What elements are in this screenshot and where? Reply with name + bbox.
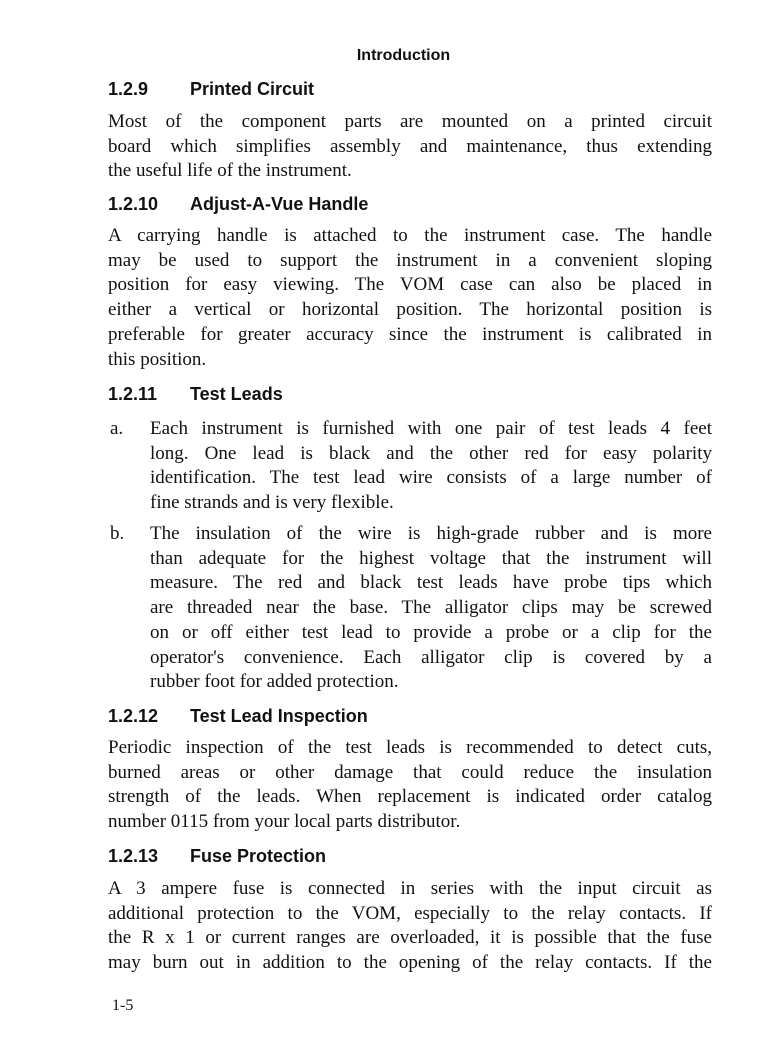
text-line: Most of the component parts are mounted on a printed circuit: [108, 111, 712, 132]
text-line: are threaded near the base. The alligator clips may be screwed: [150, 597, 712, 619]
section-heading: [108, 194, 368, 215]
text-line: than adequate for the highest voltage that the instrument will: [150, 547, 712, 569]
text-line: identification. The test lead wire consists of a large number of: [150, 467, 712, 489]
text-line: the R x 1 or current ranges are overloaded, it is possible that the fuse: [108, 927, 712, 949]
text-line: board which simplifies assembly and maintenance, thus extending: [108, 135, 712, 157]
list-marker: a.: [110, 418, 124, 439]
text-line: preferable for greater accuracy since the instrument is calibrated in: [108, 323, 712, 345]
section-number: 1.2.10: [108, 194, 159, 214]
section-number: 1.2.12: [108, 706, 159, 726]
text-line: may burn out in addition to the opening of the relay contacts. If the: [108, 952, 712, 974]
text-line: long. One lead is black and the other red for easy polarity: [150, 442, 712, 464]
text-line: A carrying handle is attached to the instrument case. The handle: [108, 225, 712, 246]
page-number: 1-5: [112, 997, 134, 1014]
text-line: position for easy viewing. The VOM case can also be placed in: [108, 274, 712, 296]
running-header: Introduction: [356, 47, 451, 64]
text-line: measure. The red and black test leads have probe tips which: [150, 572, 712, 594]
text-line: either a vertical or horizontal position. The horizontal position is: [108, 299, 712, 321]
text-line: A 3 ampere fuse is connected in series with the input circuit as: [108, 878, 712, 899]
text-line: fine strands and is very flexible.: [150, 492, 394, 514]
text-line: additional protection to the VOM, especially to the relay contacts. If: [108, 902, 712, 924]
section-title: Test Lead Inspection: [190, 706, 368, 726]
text-line: burned areas or other damage that could reduce the insulation: [108, 761, 712, 783]
text-line: strength of the leads. When replacement is indicated order catalog: [108, 786, 712, 808]
section-title: Test Leads: [190, 384, 283, 404]
text-line: Each instrument is furnished with one pair of test leads 4 feet: [150, 418, 712, 439]
text-line: may be used to support the instrument in a convenient sloping: [108, 249, 712, 271]
section-number: 1.2.11: [108, 384, 158, 404]
text-line: on or off either test lead to provide a probe or a clip for the: [150, 621, 712, 643]
text-line: rubber foot for added protection.: [150, 671, 399, 693]
list-marker: b.: [110, 523, 125, 544]
section-heading: [108, 384, 283, 405]
text-line: Periodic inspection of the test leads is recommended to detect cuts,: [108, 737, 712, 758]
section-title: Adjust-A-Vue Handle: [190, 194, 369, 214]
text-line: The insulation of the wire is high-grade rubber and is more: [150, 523, 712, 544]
text-line: the useful life of the instrument.: [108, 160, 352, 182]
text-line: operator's convenience. Each alligator clip is covered by a: [150, 646, 712, 668]
section-heading: [108, 79, 314, 100]
section-heading: [108, 706, 368, 727]
text-line: number 0115 from your local parts distributor.: [108, 811, 461, 833]
section-title: Fuse Protection: [190, 846, 327, 866]
text-line: this position.: [108, 348, 207, 370]
section-number: 1.2.9: [108, 79, 149, 99]
section-number: 1.2.13: [108, 846, 159, 866]
section-heading: [108, 846, 326, 867]
section-title: Printed Circuit: [190, 79, 315, 99]
